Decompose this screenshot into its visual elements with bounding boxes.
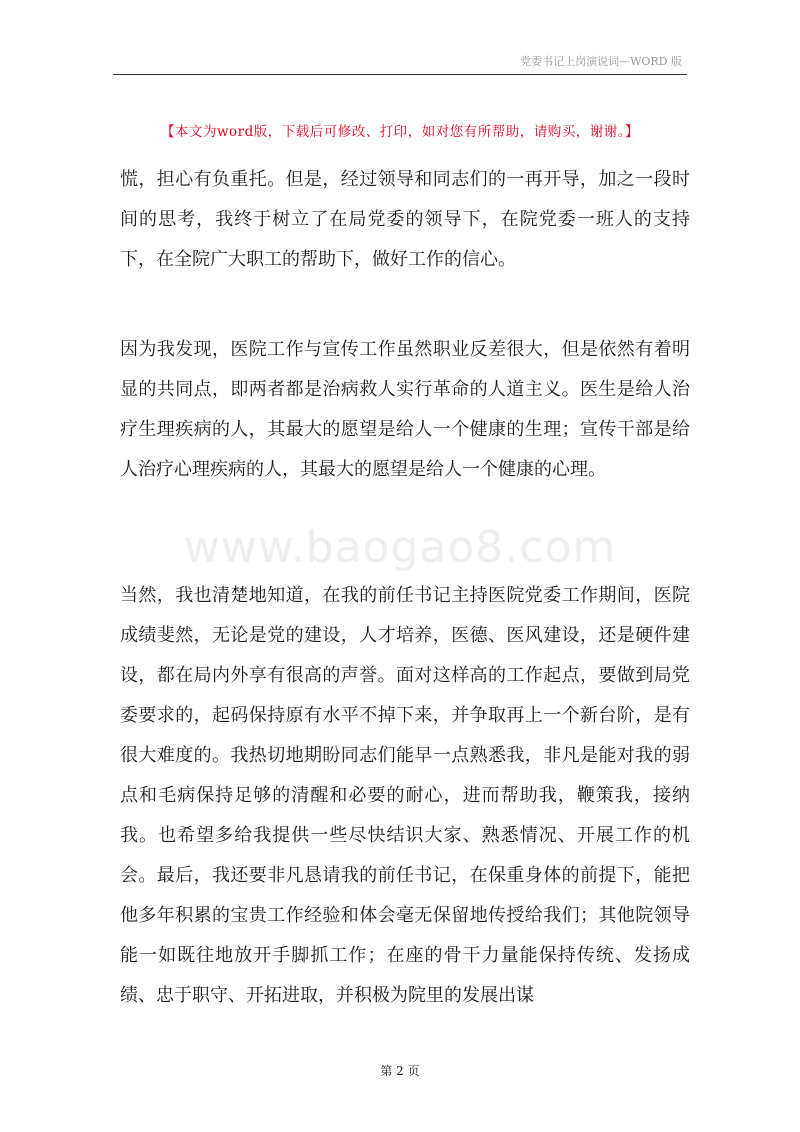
body-paragraph-2: 因为我发现，医院工作与宣传工作虽然职业反差很大，但是依然有着明显的共同点，即两者都是治病救人实行革命的人道主义。医生是给人治疗生理疾病的人，其最大的愿望是给人一个健康的生理；宣传干部是给人治疗心理疾病的人，其最大的愿望是给人一个健康的心理。 [120,339,690,480]
body-paragraph-1: 慌，担心有负重托。但是，经过领导和同志们的一再开导，加之一段时间的思考，我终于树立了在局党委的领导下，在院党委一班人的支持下，在全院广大职工的帮助下，做好工作的信心。 [120,169,690,270]
page-number: 第 2 页 [380,1064,420,1078]
download-notice: 【本文为word版，下载后可修改、打印，如对您有所帮助，请购买，谢谢。】 [160,124,640,140]
header-divider [113,74,687,75]
site-watermark: www.baogao8.com [183,522,617,573]
body-paragraph-3: 当然，我也清楚地知道，在我的前任书记主持医院党委工作期间，医院成绩斐然，无论是党的建设，人才培养，医德、医风建设，还是硬件建设，都在局内外享有很高的声誉。面对这样高的工作起点，要做到局党委要求的，起码保持原有水平不掉下来，并争取再上一个新台阶，是有很大难度的。我热切地期盼同志们能早一点熟悉我，非凡是能对我的弱点和毛病保持足够的清醒和必要的耐心，进而帮助我，鞭策我，接纳我。也希望多给我提供一些尽快结识大家、熟悉情况、开展工作的机会。最后，我还要非凡恳请我的前任书记，在保重身体的前提下，能把他多年积累的宝贵工作经验和体会毫无保留地传授给我们；其他院领导能一如既往地放开手脚抓工作；在座的骨干力量能保持传统、发扬成绩、忠于职守、开拓进取，并积极为院里的发展出谋 [120,585,690,1006]
document-header-title: 党委书记上岗演说词—WORD 版 [520,55,682,68]
